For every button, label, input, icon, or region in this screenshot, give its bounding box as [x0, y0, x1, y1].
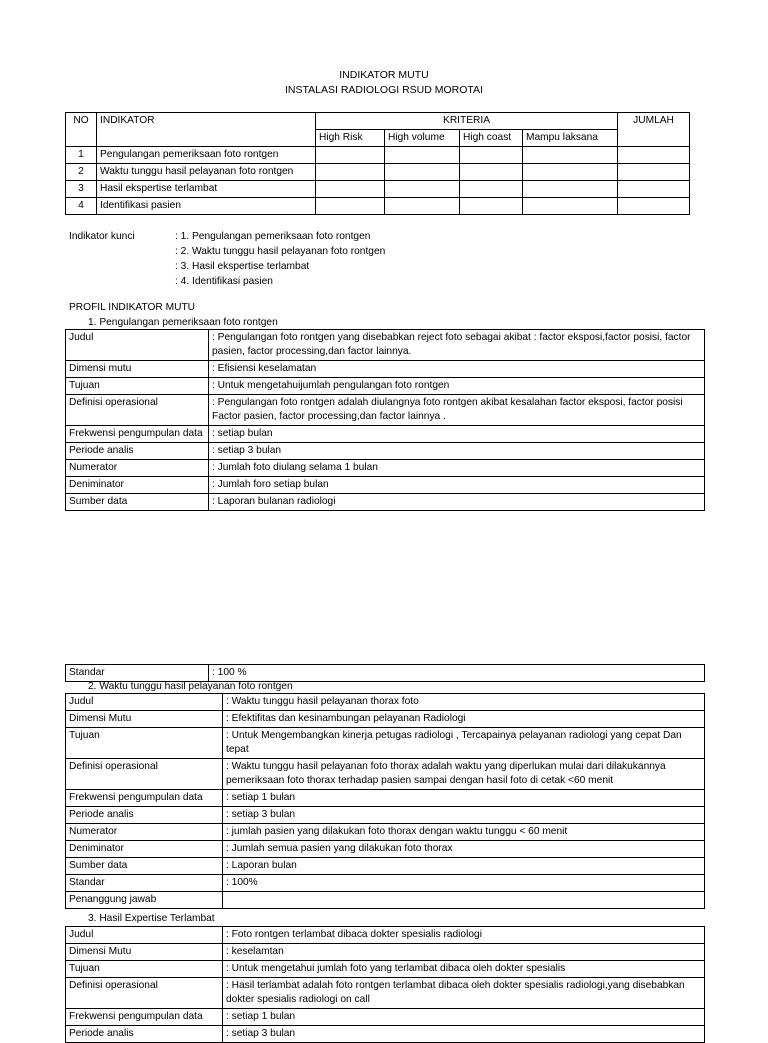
row-value: : setiap 1 bulan: [223, 1009, 705, 1026]
table-row: [66, 426, 705, 443]
row-no: 1: [66, 147, 97, 164]
subcol-high-coast: High coast: [460, 130, 523, 147]
col-jumlah-header: JUMLAH: [618, 113, 690, 147]
row-value: : Efektifitas dan kesinambungan pelayanan Radiologi: [223, 711, 705, 728]
table-row: [66, 460, 705, 477]
row-value-line: Factor pasien, factor processing,dan factor lainnya .: [212, 411, 446, 422]
row-value: [223, 892, 705, 909]
row-label: Judul: [66, 694, 223, 711]
row-indikator: Waktu tunggu hasil pelayanan foto rontgen: [97, 164, 316, 181]
table-row: [66, 711, 705, 728]
row-value: : Laporan bulanan radiologi: [209, 494, 705, 511]
table-row: [66, 841, 705, 858]
row-label: Standar: [66, 875, 223, 892]
row-value: [209, 395, 705, 426]
table-row: [66, 927, 705, 944]
row-label: Dimensi Mutu: [66, 711, 223, 728]
row-label: Judul: [66, 927, 223, 944]
section2-title: 2. Waktu tunggu hasil pelayanan foto rontgen: [88, 681, 293, 692]
table-row: [66, 807, 705, 824]
row-label: Dimensi mutu: [66, 361, 209, 378]
row-label: Periode analis: [66, 1026, 223, 1043]
row-value: : 100%: [223, 875, 705, 892]
profil-table-1: [65, 329, 705, 511]
row-value: : setiap 3 bulan: [223, 1026, 705, 1043]
document-subtitle: INSTALASI RADIOLOGI RSUD MOROTAI: [285, 84, 483, 96]
row-label: Tujuan: [66, 378, 209, 395]
table-row: [66, 378, 705, 395]
table-row: [66, 824, 705, 841]
indicator-table: [65, 112, 690, 215]
row-label: Standar: [66, 665, 209, 682]
table-row: [66, 181, 690, 198]
table-row: [66, 198, 690, 215]
table-row: [66, 694, 705, 711]
col-indikator-header: INDIKATOR: [97, 113, 316, 147]
section1-title: 1. Pengulangan pemeriksaan foto rontgen: [88, 317, 278, 328]
table-row: [66, 790, 705, 807]
list-item: : 1. Pengulangan pemeriksaan foto rontgen: [175, 231, 371, 242]
row-value: : Laporan bulan: [223, 858, 705, 875]
table-row: [66, 759, 705, 790]
row-label: Deniminator: [66, 477, 209, 494]
row-value: : setiap 3 bulan: [209, 443, 705, 460]
table-row: [66, 892, 705, 909]
row-indikator: Identifikasi pasien: [97, 198, 316, 215]
table-row: [66, 395, 705, 426]
table-row: [66, 665, 705, 682]
row-value: : Untuk Mengembangkan kinerja petugas radiologi , Tercapainya pelayanan radiologi yang cepat Dan tepat: [223, 728, 705, 759]
table-row: [66, 330, 705, 361]
subcol-mampu-laksana: Mampu laksana: [523, 130, 618, 147]
row-value: : Jumlah semua pasien yang dilakukan foto thorax: [223, 841, 705, 858]
row-label: Tujuan: [66, 728, 223, 759]
list-item: : 2. Waktu tunggu hasil pelayanan foto rontgen: [175, 246, 386, 257]
row-no: 3: [66, 181, 97, 198]
row-label: Tujuan: [66, 961, 223, 978]
subcol-high-risk: High Risk: [316, 130, 385, 147]
row-value: : Jumlah foto diulang selama 1 bulan: [209, 460, 705, 477]
row-label: Sumber data: [66, 858, 223, 875]
row-no: 4: [66, 198, 97, 215]
row-value: : setiap 3 bulan: [223, 807, 705, 824]
table-row: [66, 858, 705, 875]
row-value: : Efisiensi keselamatan: [209, 361, 705, 378]
row-indikator: Hasil ekspertise terlambat: [97, 181, 316, 198]
row-no: 2: [66, 164, 97, 181]
row-label: Numerator: [66, 460, 209, 477]
row-value: : Waktu tunggu hasil pelayanan foto thorax adalah waktu yang diperlukan mulai dari dilakukannya pemeriksaan foto thorax terhadap pasien sampai dengan hasil foto di cetak <60 menit: [223, 759, 705, 790]
table-row: [66, 361, 705, 378]
col-kriteria-header: KRITERIA: [316, 113, 618, 130]
row-label: Judul: [66, 330, 209, 361]
row-value: : Foto rontgen terlambat dibaca dokter spesialis radiologi: [223, 927, 705, 944]
table-row: [66, 477, 705, 494]
row-value: : Untuk mengetahui jumlah foto yang terlambat dibaca oleh dokter spesialis: [223, 961, 705, 978]
table-row: [66, 443, 705, 460]
row-value-line: : Pengulangan foto rontgen adalah diulangnya foto rontgen akibat kesalahan factor eksposi, factor posisi: [212, 397, 683, 408]
row-label: Dimensi Mutu: [66, 944, 223, 961]
indikator-kunci-label: Indikator kunci: [69, 231, 135, 242]
row-value: : 100 %: [209, 665, 705, 682]
row-value: : keselamtan: [223, 944, 705, 961]
row-label: Definisi operasional: [66, 978, 223, 1009]
row-value: : Untuk mengetahuijumlah pengulangan foto rontgen: [209, 378, 705, 395]
table-row: [66, 1009, 705, 1026]
col-no-header: NO: [66, 113, 97, 147]
document-title: INDIKATOR MUTU: [339, 69, 429, 81]
row-value: : Hasil terlambat adalah foto rontgen terlambat dibaca oleh dokter spesialis radiologi,yang disebabkan dokter spesialis radiologi on call: [223, 978, 705, 1009]
row-value: : jumlah pasien yang dilakukan foto thorax dengan waktu tunggu < 60 menit: [223, 824, 705, 841]
row-label: Definisi operasional: [66, 395, 209, 426]
table-row: [66, 1026, 705, 1043]
row-label: Sumber data: [66, 494, 209, 511]
row-label: Frekwensi pengumpulan data: [66, 1009, 223, 1026]
row-label: Periode analis: [66, 443, 209, 460]
row-value: : setiap bulan: [209, 426, 705, 443]
table-row: [66, 728, 705, 759]
indikator-kunci-list: [175, 229, 475, 289]
table-row: [66, 494, 705, 511]
list-item: : 3. Hasil ekspertise terlambat: [175, 261, 310, 272]
list-item: : 4. Identifikasi pasien: [175, 276, 273, 287]
profil-table-3: [65, 926, 705, 1043]
table-row: [66, 978, 705, 1009]
row-label: Numerator: [66, 824, 223, 841]
table-row: [66, 164, 690, 181]
table-row: [66, 944, 705, 961]
table-row: [66, 961, 705, 978]
row-label: Frekwensi pengumpulan data: [66, 426, 209, 443]
profil-heading: PROFIL INDIKATOR MUTU: [69, 302, 196, 313]
table-row: [66, 147, 690, 164]
row-label: Deniminator: [66, 841, 223, 858]
row-label: Penanggung jawab: [66, 892, 223, 909]
table-row: [66, 875, 705, 892]
row-label: Periode analis: [66, 807, 223, 824]
row-indikator: Pengulangan pemeriksaan foto rontgen: [97, 147, 316, 164]
row-value: : Waktu tunggu hasil pelayanan thorax foto: [223, 694, 705, 711]
row-value: : Pengulangan foto rontgen yang disebabkan reject foto sebagai akibat : factor eksposi,factor posisi, factor pasien, factor processing,dan factor lainnya.: [209, 330, 705, 361]
section3-title: 3. Hasil Expertise Terlambat: [88, 913, 215, 924]
row-label: Frekwensi pengumpulan data: [66, 790, 223, 807]
profil-table-2: [65, 693, 705, 909]
row-label: Definisi operasional: [66, 759, 223, 790]
row-value: : Jumlah foro setiap bulan: [209, 477, 705, 494]
subcol-high-volume: High volume: [385, 130, 460, 147]
row-value: : setiap 1 bulan: [223, 790, 705, 807]
